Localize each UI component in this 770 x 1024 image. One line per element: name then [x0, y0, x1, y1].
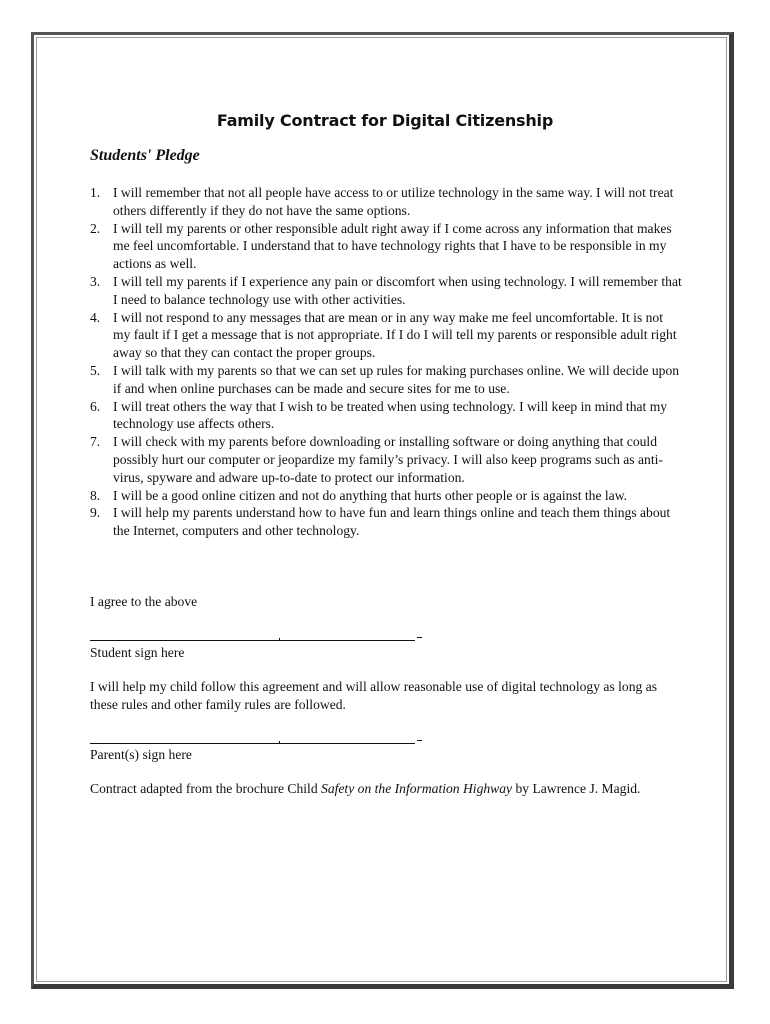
pledge-item	[90, 309, 682, 362]
parent-sign-label: Parent(s) sign here	[90, 747, 192, 762]
signature-line-tail	[417, 637, 422, 638]
parent-statement: I will help my child follow this agreement and will allow reasonable use of digital technology as long as these rules and other family rules are followed.	[90, 679, 658, 712]
pledge-text: I will treat others the way that I wish to be treated when using technology. I will keep in mind that my technology use affects others.	[113, 398, 668, 432]
pledge-number: 1.	[90, 185, 101, 200]
pledge-item	[90, 487, 682, 505]
pledge-number: 7.	[90, 434, 101, 450]
signature-line-tail	[417, 740, 422, 741]
pledge-item	[90, 362, 682, 398]
agree-text: I agree to the above	[90, 594, 198, 609]
section-subtitle: Students' Pledge	[90, 147, 200, 164]
pledge-item	[90, 184, 682, 220]
pledge-number: 9.	[90, 505, 101, 521]
pledge-text: I will help my parents understand how to have fun and learn things online and teach them things about the Internet, computers and other technology.	[113, 505, 671, 539]
parent-signature-line[interactable]	[90, 743, 415, 744]
pledge-text: I will not respond to any messages that are mean or in any way make me feel uncomfortable. It is not my fault if I get a message that is not appropriate. If I do I will tell my parents or responsible adult right away so that they can contact the proper groups.	[113, 309, 677, 361]
pledge-number: 2.	[90, 220, 101, 236]
signature-line-divider	[279, 741, 280, 744]
pledge-item	[90, 504, 682, 540]
pledge-text: I will remember that not all people have access to or utilize technology in the same way. I will not treat others differently if they do not have the same options.	[113, 185, 674, 218]
student-signature-line[interactable]	[90, 640, 415, 641]
document-title: Family Contract for Digital Citizenship	[216, 111, 554, 130]
credit-title: Safety on the Information Highway	[321, 781, 513, 796]
pledge-number: 3.	[90, 273, 101, 289]
credit-suffix: by Lawrence J. Magid.	[512, 781, 641, 796]
pledge-list	[90, 184, 682, 540]
student-sign-label: Student sign here	[90, 645, 185, 660]
signature-line-divider	[279, 638, 280, 641]
pledge-text: I will be a good online citizen and not do anything that hurts other people or is against the law.	[113, 487, 628, 503]
pledge-number: 6.	[90, 398, 101, 414]
pledge-number: 5.	[90, 362, 101, 378]
pledge-number: 4.	[90, 309, 101, 325]
pledge-text: I will tell my parents or other responsible adult right away if I come across any information that makes me feel uncomfortable. I understand that to have technology rights that I have to be responsible in my actions as well.	[113, 220, 672, 272]
pledge-item	[90, 220, 682, 273]
pledge-number: 8.	[90, 487, 101, 503]
pledge-text: I will tell my parents if I experience any pain or discomfort when using technology. I will remember that I need to balance technology use with other activities.	[113, 273, 682, 307]
pledge-text: I will check with my parents before downloading or installing software or doing anything that could possibly hurt our computer or jeopardize my family’s privacy. I will also keep programs such as anti-virus, spyware and adware up-to-date to protect our information.	[113, 434, 663, 485]
pledge-item	[90, 398, 682, 434]
pledge-item	[90, 433, 682, 486]
pledge-text: I will talk with my parents so that we can set up rules for making purchases online. We will decide upon if and when online purchases can be made and secure sites for me to use.	[113, 362, 680, 396]
credit-text	[90, 780, 670, 798]
credit-prefix: Contract adapted from the brochure Child	[90, 781, 322, 796]
pledge-item	[90, 273, 682, 309]
